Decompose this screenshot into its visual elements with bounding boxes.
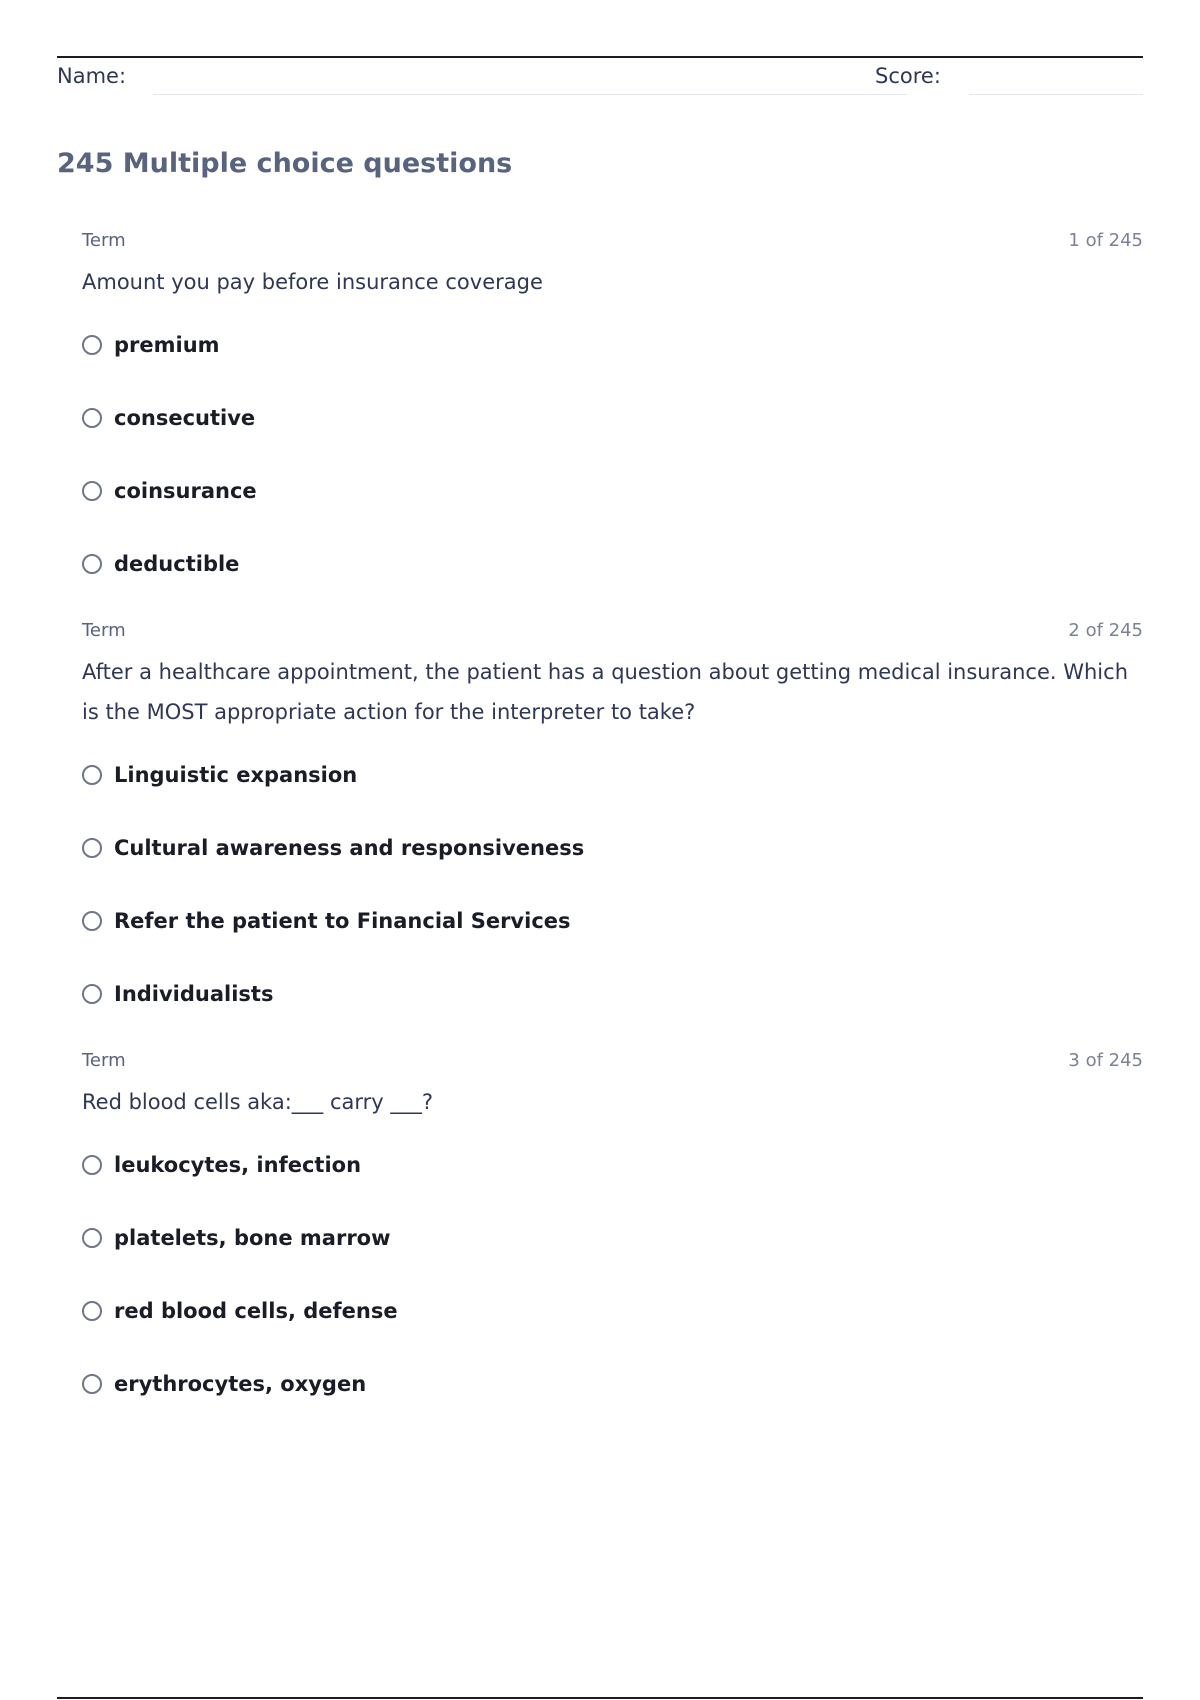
option[interactable] — [82, 811, 1143, 884]
radio-button-icon[interactable] — [82, 984, 102, 1004]
option[interactable] — [82, 381, 1143, 454]
option-label: Refer the patient to Financial Services — [114, 908, 571, 933]
radio-button-icon[interactable] — [82, 554, 102, 574]
options-list — [82, 738, 1143, 1030]
question-header — [82, 1050, 1143, 1078]
option[interactable] — [82, 738, 1143, 811]
option-label: coinsurance — [114, 478, 257, 503]
option-label: Cultural awareness and responsiveness — [114, 835, 585, 860]
question-3 — [82, 1050, 1143, 1420]
score-field[interactable] — [969, 94, 1143, 95]
radio-button-icon[interactable] — [82, 1155, 102, 1175]
option[interactable] — [82, 1201, 1143, 1274]
bottom-rule — [57, 1697, 1143, 1699]
radio-button-icon[interactable] — [82, 1301, 102, 1321]
option-label: Linguistic expansion — [114, 762, 358, 787]
radio-button-icon[interactable] — [82, 765, 102, 785]
radio-button-icon[interactable] — [82, 1228, 102, 1248]
option-label: platelets, bone marrow — [114, 1225, 391, 1250]
question-header — [82, 230, 1143, 258]
options-list — [82, 1128, 1143, 1420]
option[interactable] — [82, 884, 1143, 957]
term-label: Term — [82, 230, 126, 251]
term-label: Term — [82, 1050, 126, 1071]
header-row — [57, 58, 1143, 98]
option-label: leukocytes, infection — [114, 1152, 362, 1177]
option[interactable] — [82, 454, 1143, 527]
option-label: deductible — [114, 551, 240, 576]
name-label: Name: — [57, 64, 127, 88]
question-text: Red blood cells aka:___ carry ___? — [82, 1090, 434, 1114]
option[interactable] — [82, 1128, 1143, 1201]
question-1 — [82, 230, 1143, 600]
radio-button-icon[interactable] — [82, 408, 102, 428]
option-label: Individualists — [114, 981, 274, 1006]
question-text: Amount you pay before insurance coverage — [82, 270, 543, 294]
name-field[interactable] — [153, 94, 907, 95]
option[interactable] — [82, 957, 1143, 1030]
term-label: Term — [82, 620, 126, 641]
radio-button-icon[interactable] — [82, 1374, 102, 1394]
radio-button-icon[interactable] — [82, 335, 102, 355]
option[interactable] — [82, 308, 1143, 381]
option-label: consecutive — [114, 405, 256, 430]
option[interactable] — [82, 527, 1143, 600]
question-2 — [82, 620, 1143, 1030]
option-label: erythrocytes, oxygen — [114, 1371, 367, 1396]
options-list — [82, 308, 1143, 600]
option[interactable] — [82, 1347, 1143, 1420]
radio-button-icon[interactable] — [82, 838, 102, 858]
question-text: After a healthcare appointment, the patient has a question about getting medical insurance. Which is the MOST appropriate action for the interpreter to take? — [82, 660, 1129, 724]
score-label: Score: — [875, 64, 941, 88]
option[interactable] — [82, 1274, 1143, 1347]
question-counter: 3 of 245 — [1068, 1050, 1143, 1071]
radio-button-icon[interactable] — [82, 911, 102, 931]
radio-button-icon[interactable] — [82, 481, 102, 501]
page-title: 245 Multiple choice questions — [57, 148, 513, 179]
question-counter: 1 of 245 — [1068, 230, 1143, 251]
option-label: red blood cells, defense — [114, 1298, 398, 1323]
question-counter: 2 of 245 — [1068, 620, 1143, 641]
question-header — [82, 620, 1143, 648]
option-label: premium — [114, 332, 220, 357]
